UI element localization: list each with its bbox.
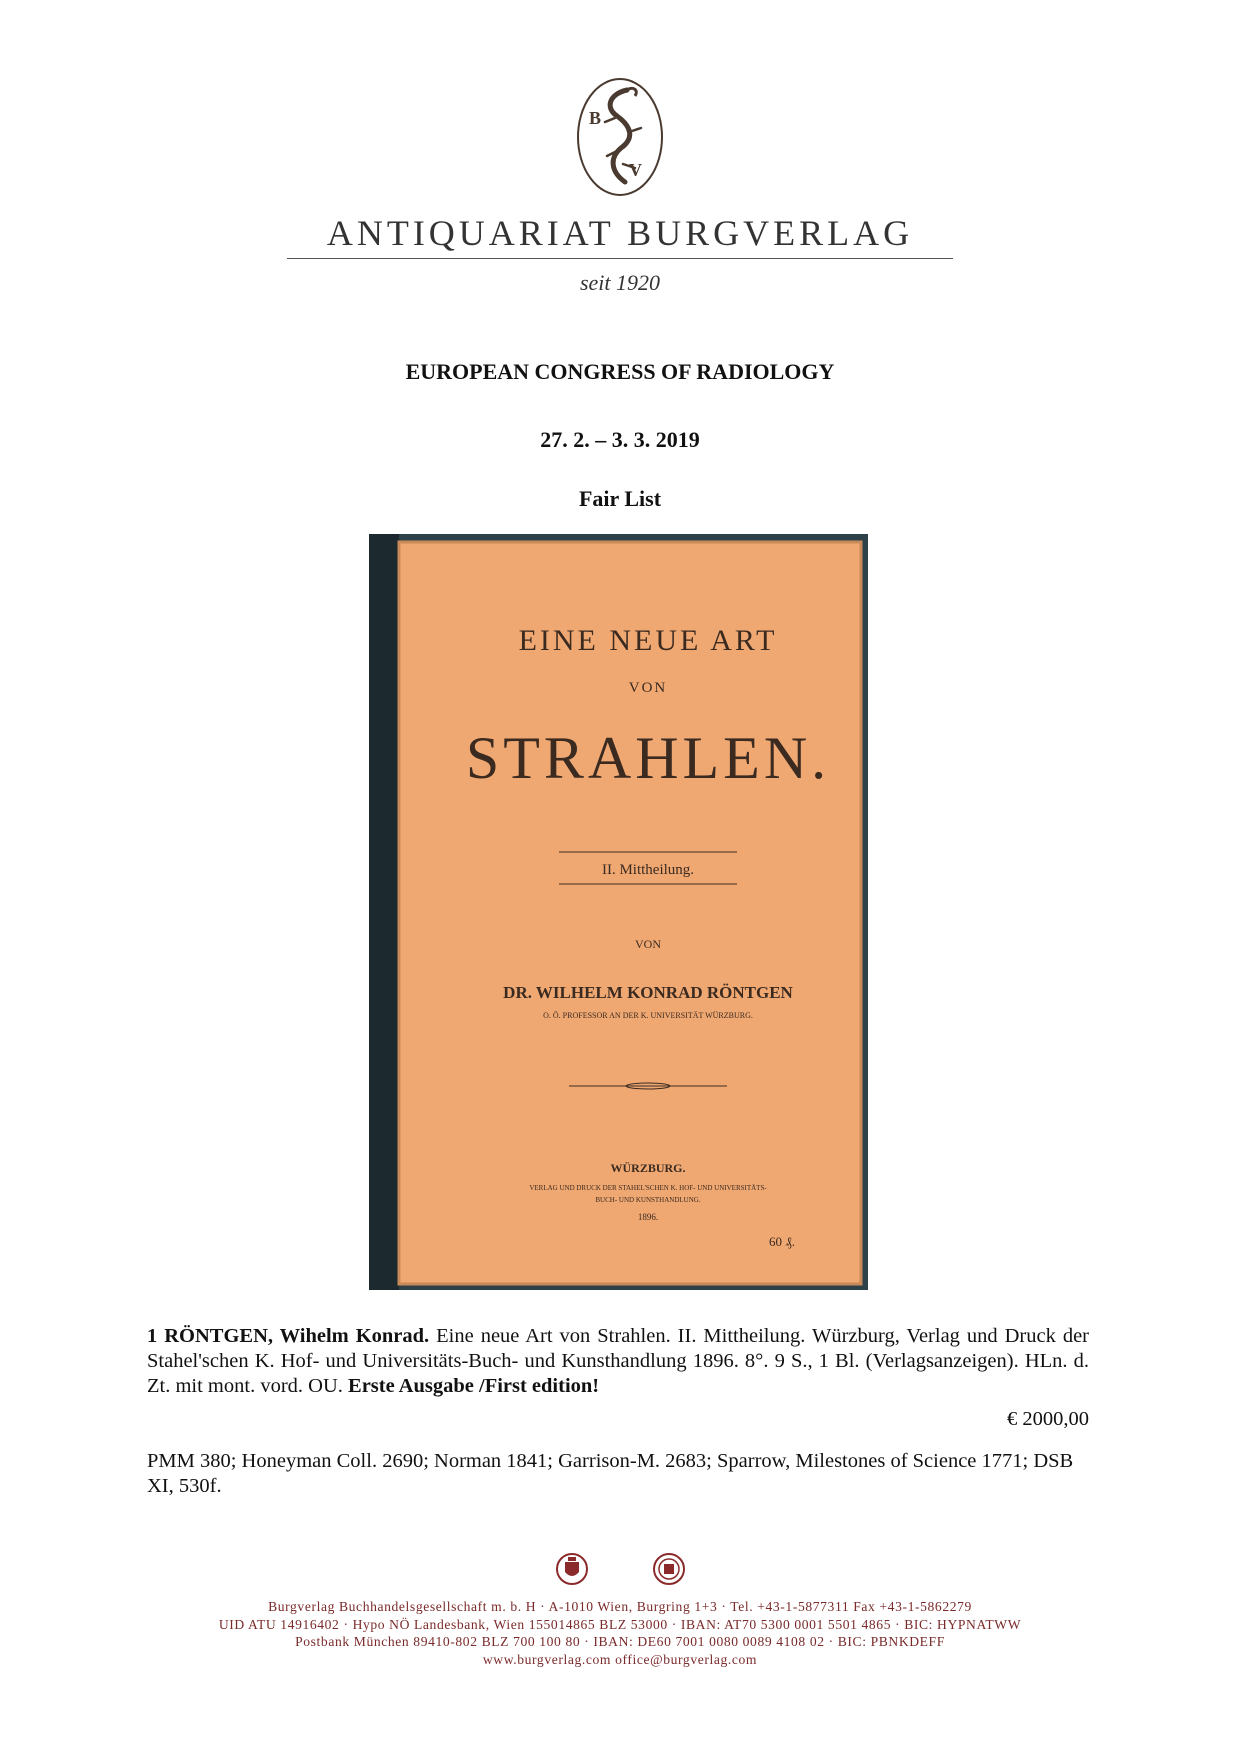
catalogue-entry <box>147 1324 1089 1399</box>
logo-letter-v: V <box>629 160 642 180</box>
cover-subtitle: II. Mittheilung. <box>601 862 695 878</box>
entry-highlight: Erste Ausgabe /First edition! <box>348 1375 600 1397</box>
footer-line-web: www.burgverlag.com office@burgverlag.com <box>482 1651 758 1667</box>
bv-salamander-logo-icon <box>575 76 665 198</box>
footer-line-company: Burgverlag Buchhandelsgesellschaft m. b. H · A-1010 Wien, Burgring 1+3 · Tel. +43-1-5877311 Fax +43-1-5862279 <box>268 1599 972 1614</box>
footer-line-bank: UID ATU 14916402 · Hypo NÖ Landesbank, Wien 155014865 BLZ 53000 · IBAN: AT70 5300 0001 5501 4865 · BIC: HYPNATWW <box>218 1616 1022 1632</box>
cover-publisher-line1: VERLAG UND DRUCK DER STAHEL'SCHEN K. HOF- UND UNIVERSITÄTS- <box>529 1184 767 1192</box>
cover-title-line1: EINE NEUE ART <box>518 624 778 657</box>
cover-by: VON <box>635 937 661 951</box>
footer-address <box>0 1598 1240 1668</box>
cover-price-mark: 60 ₰. <box>769 1234 795 1249</box>
cover-publisher-line2: BUCH- UND KUNSTHANDLUNG. <box>595 1196 701 1204</box>
cover-author: DR. WILHELM KONRAD RÖNTGEN <box>503 983 793 1002</box>
round-seal-icon <box>652 1552 686 1586</box>
logo-letter-b: B <box>589 108 602 128</box>
entry-number: 1 <box>147 1325 158 1347</box>
list-heading: Fair List <box>578 486 662 511</box>
entry-references: PMM 380; Honeyman Coll. 2690; Norman 1841; Garrison-M. 2683; Sparrow, Milestones of Science 1771; DSB XI, 530f. <box>147 1450 1074 1497</box>
entry-price: € 2000,00 <box>1007 1408 1089 1430</box>
cover-author-title: O. Ö. PROFESSOR AN DER K. UNIVERSITÄT WÜRZBURG. <box>543 1011 753 1020</box>
entry-description: Eine neue Art von Strahlen. II. Mittheilung. Würzburg, Verlag und Druck der Stahel'schen K. Hof- und Universitäts-Buch- und Kunsthandlung 1896. 8°. 9 S., 1 Bl. (Verlagsanzeigen). HLn. d. Zt. mit mont. vord. OU. <box>147 1325 1090 1397</box>
crest-seal-icon <box>555 1552 589 1586</box>
firm-name: ANTIQUARIAT BURGVERLAG <box>326 213 914 253</box>
book-cover-image <box>369 534 868 1290</box>
letterhead-divider <box>287 258 953 259</box>
firm-since: seit 1920 <box>579 270 661 295</box>
cover-title-line2: VON <box>628 680 668 696</box>
congress-heading: EUROPEAN CONGRESS OF RADIOLOGY <box>405 359 835 384</box>
footer-line-postbank: Postbank München 89410-802 BLZ 700 100 80 · IBAN: DE60 7001 0080 0089 4108 02 · BIC: PBNKDEFF <box>295 1634 945 1649</box>
congress-dates: 27. 2. – 3. 3. 2019 <box>540 427 700 452</box>
cover-city: WÜRZBURG. <box>610 1161 686 1175</box>
cover-year: 1896. <box>637 1212 659 1222</box>
entry-author: RÖNTGEN, Wihelm Konrad. <box>164 1325 430 1347</box>
cover-title-line3: STRAHLEN. <box>465 725 831 791</box>
